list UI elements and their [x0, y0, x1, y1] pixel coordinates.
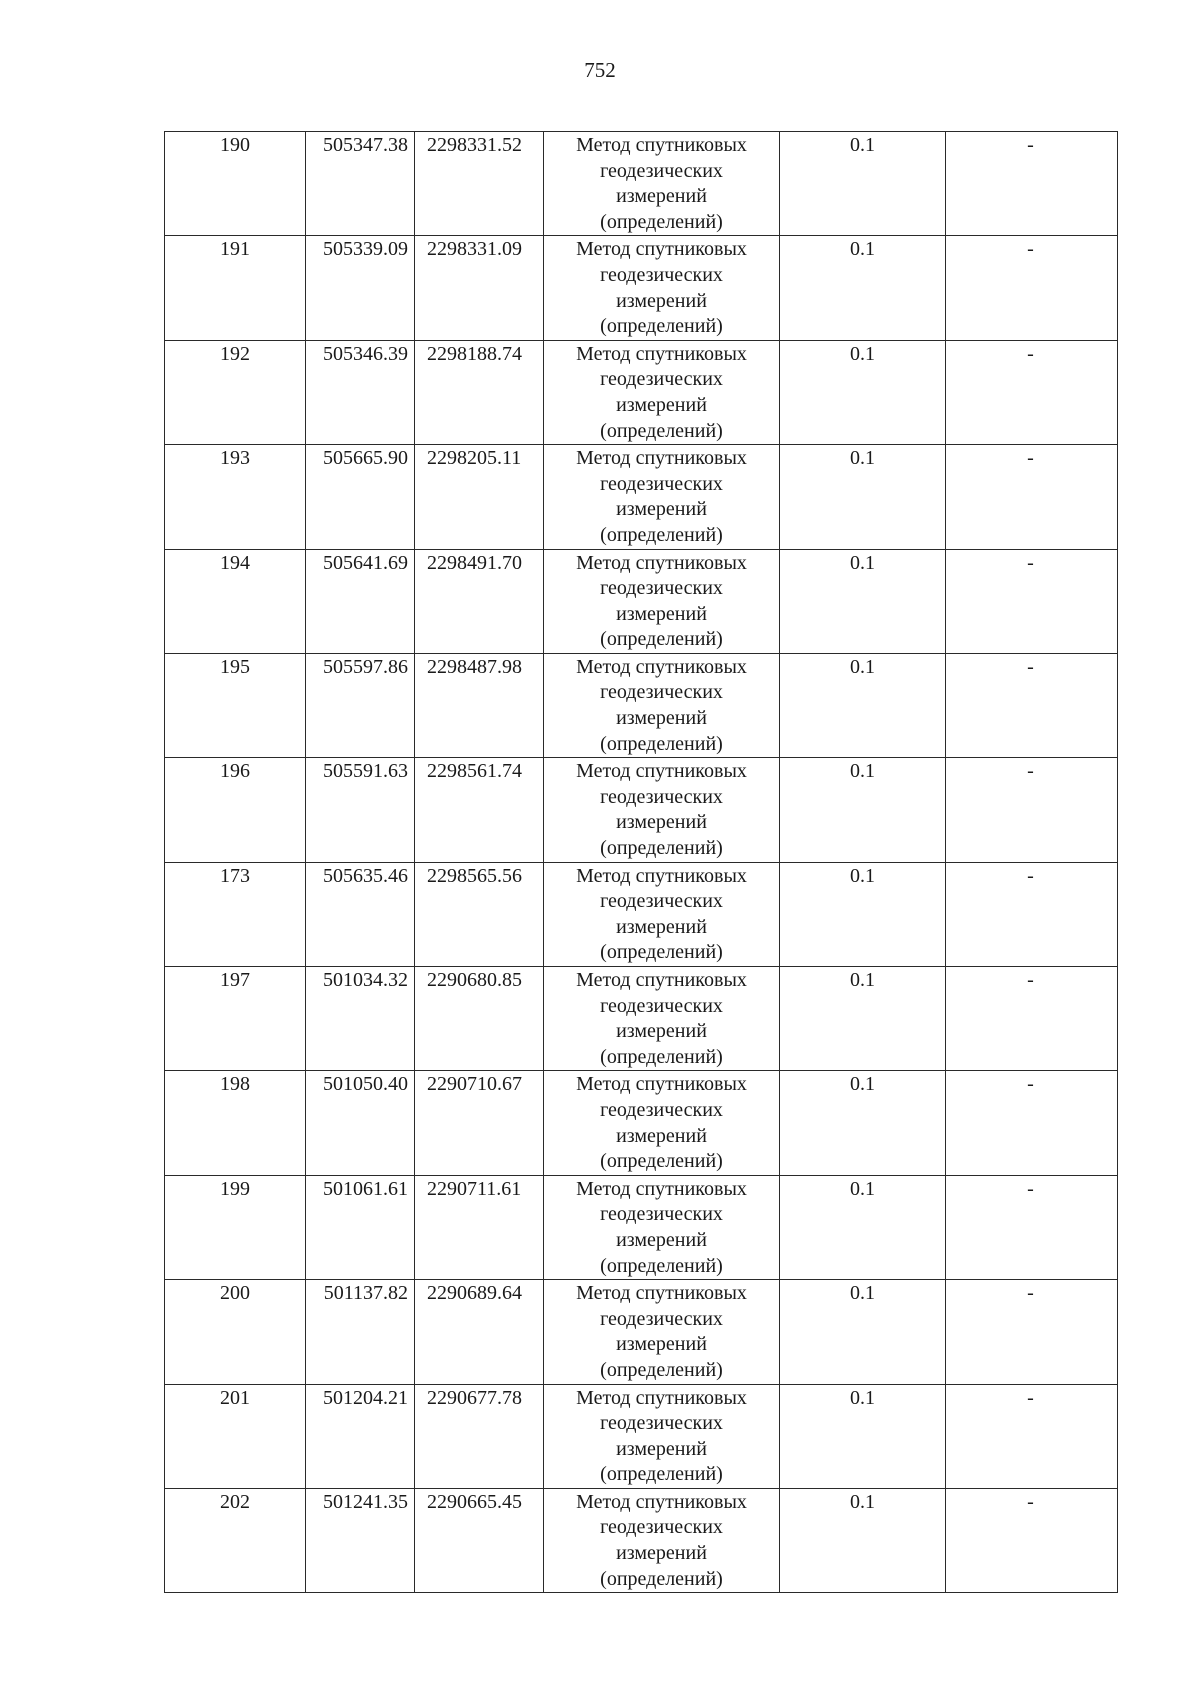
x-coordinate-cell: 505635.46 — [306, 862, 415, 966]
accuracy-cell: 0.1 — [780, 236, 946, 340]
accuracy-cell: 0.1 — [780, 653, 946, 757]
method-text-line: (определений) — [600, 419, 723, 442]
method-text-line: измерений — [616, 1228, 707, 1251]
y-coordinate-cell: 2290677.78 — [415, 1384, 544, 1488]
x-coordinate-cell: 505597.86 — [306, 653, 415, 757]
method-cell — [544, 236, 780, 340]
table-row — [165, 236, 1118, 340]
method-cell — [544, 1175, 780, 1279]
point-number-cell: 202 — [165, 1488, 306, 1592]
method-text-line: Метод спутниковых — [576, 1490, 747, 1513]
coordinates-table-body — [165, 132, 1118, 1593]
note-cell: - — [946, 1384, 1118, 1488]
method-text-line: Метод спутниковых — [576, 1386, 747, 1409]
x-coordinate-cell: 505347.38 — [306, 132, 415, 236]
method-text-line: измерений — [616, 602, 707, 625]
y-coordinate-cell: 2290689.64 — [415, 1280, 544, 1384]
point-number-cell: 200 — [165, 1280, 306, 1384]
x-coordinate-cell: 505641.69 — [306, 549, 415, 653]
table-row — [165, 758, 1118, 862]
x-coordinate-cell: 501204.21 — [306, 1384, 415, 1488]
table-row — [165, 653, 1118, 757]
accuracy-cell: 0.1 — [780, 967, 946, 1071]
method-cell — [544, 1071, 780, 1175]
y-coordinate-cell: 2298331.52 — [415, 132, 544, 236]
method-text-line: (определений) — [600, 1254, 723, 1277]
y-coordinate-cell: 2298487.98 — [415, 653, 544, 757]
method-cell — [544, 862, 780, 966]
method-cell — [544, 549, 780, 653]
method-text-line: Метод спутниковых — [576, 969, 747, 991]
note-cell: - — [946, 340, 1118, 444]
point-number-cell: 196 — [165, 758, 306, 862]
note-cell: - — [946, 549, 1118, 653]
table-row — [165, 1488, 1118, 1592]
method-text-line: (определений) — [600, 1045, 723, 1068]
method-cell — [544, 758, 780, 862]
method-text-line: (определений) — [600, 628, 723, 651]
note-cell: - — [946, 653, 1118, 757]
method-text-line: Метод спутниковых — [576, 760, 747, 783]
note-cell: - — [946, 967, 1118, 1071]
method-text-line: измерений — [616, 185, 707, 208]
method-text-line: геодезических — [600, 577, 723, 600]
point-number-cell: 193 — [165, 445, 306, 549]
y-coordinate-cell: 2290710.67 — [415, 1071, 544, 1175]
point-number-cell: 194 — [165, 549, 306, 653]
x-coordinate-cell: 505339.09 — [306, 236, 415, 340]
method-text-line: измерений — [616, 393, 707, 416]
method-text-line: геодезических — [600, 472, 723, 495]
page-number: 752 — [584, 58, 616, 82]
accuracy-cell: 0.1 — [780, 340, 946, 444]
point-number-cell: 195 — [165, 653, 306, 757]
method-text-line: измерений — [616, 1437, 707, 1460]
method-cell — [544, 653, 780, 757]
table-row — [165, 967, 1118, 1071]
note-cell: - — [946, 1280, 1118, 1384]
method-text-line: (определений) — [600, 523, 723, 546]
method-text-line: геодезических — [600, 263, 723, 286]
accuracy-cell: 0.1 — [780, 1071, 946, 1175]
x-coordinate-cell: 501034.32 — [306, 967, 415, 1071]
method-text-line: измерений — [616, 1020, 707, 1043]
accuracy-cell: 0.1 — [780, 1175, 946, 1279]
coordinates-table — [164, 131, 1118, 1593]
y-coordinate-cell: 2298565.56 — [415, 862, 544, 966]
x-coordinate-cell: 505346.39 — [306, 340, 415, 444]
method-text-line: измерений — [616, 707, 707, 730]
method-text-line: Метод спутниковых — [576, 1177, 747, 1200]
table-row — [165, 862, 1118, 966]
x-coordinate-cell: 501241.35 — [306, 1488, 415, 1592]
accuracy-cell: 0.1 — [780, 1384, 946, 1488]
note-cell: - — [946, 1175, 1118, 1279]
y-coordinate-cell: 2298188.74 — [415, 340, 544, 444]
note-cell: - — [946, 445, 1118, 549]
y-coordinate-cell: 2298205.11 — [415, 445, 544, 549]
method-text-line: геодезических — [600, 1307, 723, 1330]
note-cell: - — [946, 132, 1118, 236]
accuracy-cell: 0.1 — [780, 758, 946, 862]
method-text-line: измерений — [616, 915, 707, 938]
method-text-line: Метод спутниковых — [576, 1073, 747, 1096]
method-text-line: геодезических — [600, 1516, 723, 1539]
method-text-line: геодезических — [600, 1203, 723, 1226]
method-text-line: (определений) — [600, 1567, 723, 1590]
point-number-cell: 199 — [165, 1175, 306, 1279]
method-text-line: измерений — [616, 498, 707, 521]
method-text-line: (определений) — [600, 837, 723, 860]
x-coordinate-cell: 501137.82 — [306, 1280, 415, 1384]
method-cell — [544, 340, 780, 444]
note-cell: - — [946, 862, 1118, 966]
method-text-line: Метод спутниковых — [576, 1282, 747, 1305]
method-text-line: измерений — [616, 1542, 707, 1565]
x-coordinate-cell: 505665.90 — [306, 445, 415, 549]
method-text-line: измерений — [616, 811, 707, 834]
table-row — [165, 445, 1118, 549]
point-number-cell: 198 — [165, 1071, 306, 1175]
method-text-line: Метод спутниковых — [576, 447, 747, 470]
point-number-cell: 192 — [165, 340, 306, 444]
method-text-line: геодезических — [600, 368, 723, 391]
method-text-line: Метод спутниковых — [576, 864, 747, 887]
method-cell — [544, 1280, 780, 1384]
note-cell: - — [946, 236, 1118, 340]
method-text-line: измерений — [616, 1124, 707, 1147]
accuracy-cell: 0.1 — [780, 132, 946, 236]
y-coordinate-cell: 2290665.45 — [415, 1488, 544, 1592]
method-text-line: геодезических — [600, 1098, 723, 1121]
method-text-line: (определений) — [600, 210, 723, 233]
x-coordinate-cell: 501050.40 — [306, 1071, 415, 1175]
x-coordinate-cell: 505591.63 — [306, 758, 415, 862]
accuracy-cell: 0.1 — [780, 549, 946, 653]
method-cell — [544, 967, 780, 1071]
method-text-line: (определений) — [600, 941, 723, 964]
note-cell: - — [946, 1488, 1118, 1592]
point-number-cell: 190 — [165, 132, 306, 236]
table-row — [165, 340, 1118, 444]
method-text-line: (определений) — [600, 1150, 723, 1173]
table-row — [165, 1280, 1118, 1384]
method-cell — [544, 132, 780, 236]
point-number-cell: 173 — [165, 862, 306, 966]
method-text-line: геодезических — [600, 994, 723, 1017]
point-number-cell: 197 — [165, 967, 306, 1071]
note-cell: - — [946, 758, 1118, 862]
method-text-line: геодезических — [600, 159, 723, 182]
method-text-line: измерений — [616, 1333, 707, 1356]
method-text-line: Метод спутниковых — [576, 655, 747, 678]
y-coordinate-cell: 2298561.74 — [415, 758, 544, 862]
method-text-line: (определений) — [600, 732, 723, 755]
method-text-line: (определений) — [600, 315, 723, 338]
method-text-line: Метод спутниковых — [576, 551, 747, 574]
table-row — [165, 549, 1118, 653]
method-text-line: Метод спутниковых — [576, 134, 747, 156]
x-coordinate-cell: 501061.61 — [306, 1175, 415, 1279]
note-cell: - — [946, 1071, 1118, 1175]
method-text-line: Метод спутниковых — [576, 342, 747, 365]
accuracy-cell: 0.1 — [780, 445, 946, 549]
method-cell — [544, 445, 780, 549]
table-row — [165, 1175, 1118, 1279]
accuracy-cell: 0.1 — [780, 862, 946, 966]
method-text-line: (определений) — [600, 1358, 723, 1381]
y-coordinate-cell: 2298331.09 — [415, 236, 544, 340]
point-number-cell: 191 — [165, 236, 306, 340]
method-cell — [544, 1384, 780, 1488]
method-cell — [544, 1488, 780, 1592]
table-row — [165, 132, 1118, 236]
method-text-line: Метод спутниковых — [576, 238, 747, 261]
point-number-cell: 201 — [165, 1384, 306, 1488]
method-text-line: измерений — [616, 289, 707, 312]
y-coordinate-cell: 2298491.70 — [415, 549, 544, 653]
method-text-line: геодезических — [600, 681, 723, 704]
table-row — [165, 1071, 1118, 1175]
y-coordinate-cell: 2290680.85 — [415, 967, 544, 1071]
table-row — [165, 1384, 1118, 1488]
method-text-line: (определений) — [600, 1463, 723, 1486]
y-coordinate-cell: 2290711.61 — [415, 1175, 544, 1279]
accuracy-cell: 0.1 — [780, 1280, 946, 1384]
method-text-line: геодезических — [600, 1412, 723, 1435]
method-text-line: геодезических — [600, 785, 723, 808]
accuracy-cell: 0.1 — [780, 1488, 946, 1592]
method-text-line: геодезических — [600, 890, 723, 913]
